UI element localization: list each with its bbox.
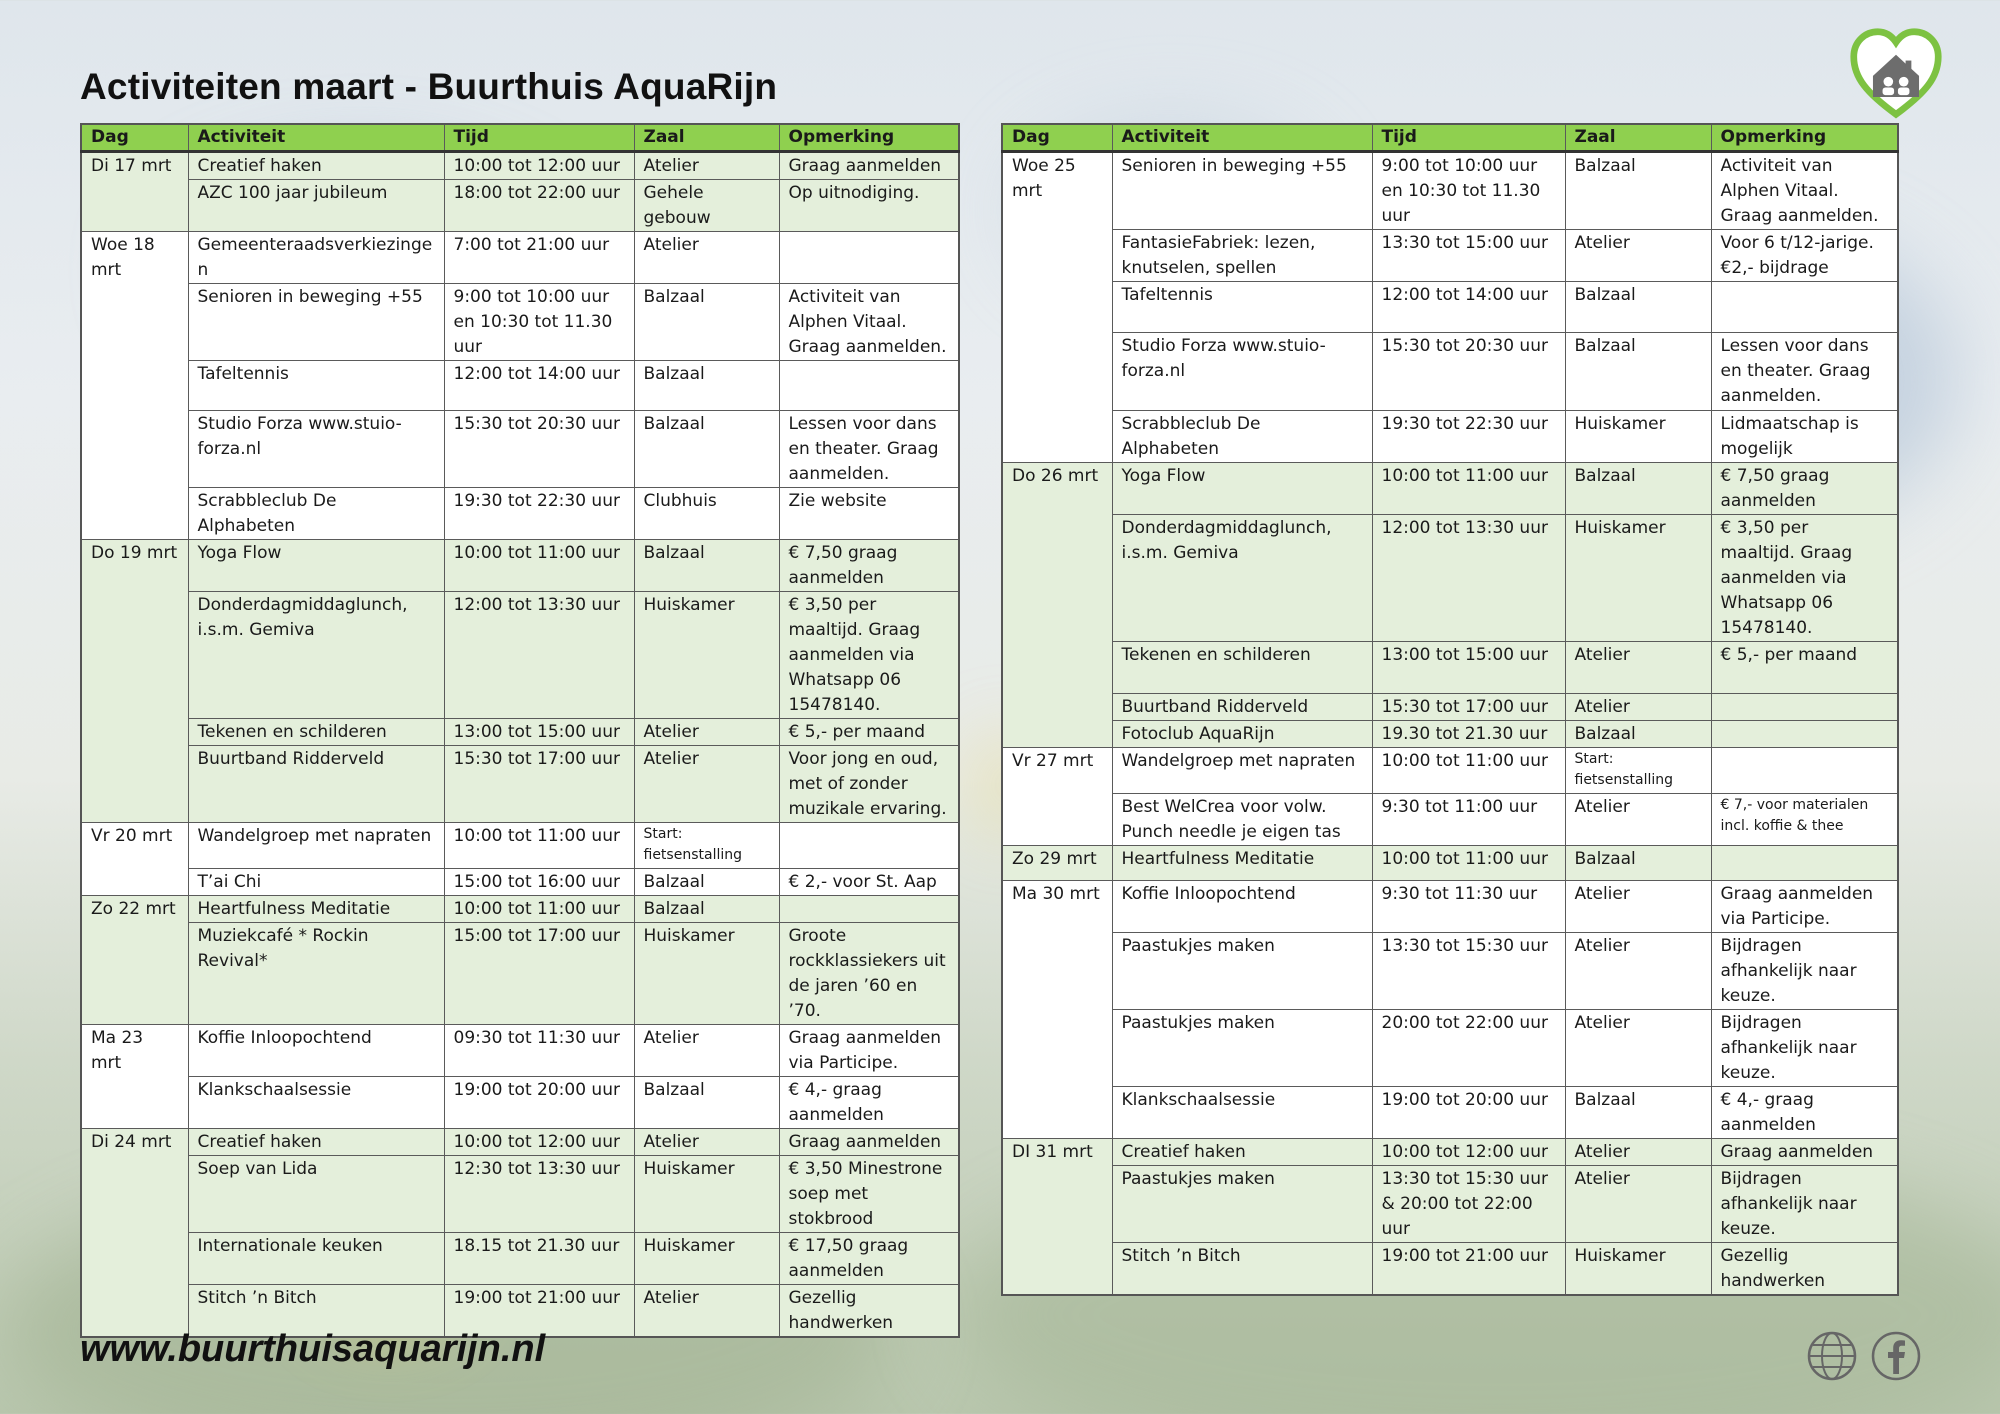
globe-icon[interactable] [1806, 1330, 1858, 1382]
room-cell: Balzaal [1565, 1087, 1711, 1139]
note-cell [1711, 282, 1898, 333]
room-cell: Balzaal [1565, 846, 1711, 881]
table-row [81, 923, 959, 1025]
note-cell: Activiteit van Alphen Vitaal. Graag aanmelden. [779, 284, 959, 361]
column-header-activity: Activiteit [188, 124, 444, 152]
activity-cell: Creatief haken [188, 152, 444, 180]
room-cell: Huiskamer [1565, 411, 1711, 463]
note-cell: Graag aanmelden [779, 152, 959, 180]
time-cell: 13:30 tot 15:30 uur & 20:00 tot 22:00 uur [1372, 1166, 1565, 1243]
day-cell: Ma 30 mrt [1002, 881, 1112, 1139]
day-cell: Zo 29 mrt [1002, 846, 1112, 881]
activity-cell: Heartfulness Meditatie [188, 896, 444, 923]
time-cell: 10:00 tot 12:00 uur [1372, 1139, 1565, 1166]
table-row [81, 284, 959, 361]
room-cell: Balzaal [1565, 333, 1711, 411]
table-row [81, 896, 959, 923]
time-cell: 19:30 tot 22:30 uur [1372, 411, 1565, 463]
note-cell: Gezellig handwerken [1711, 1243, 1898, 1296]
time-cell: 13:30 tot 15:30 uur [1372, 933, 1565, 1010]
time-cell: 10:00 tot 11:00 uur [444, 540, 634, 592]
time-cell: 15:00 tot 17:00 uur [444, 923, 634, 1025]
note-cell: € 7,50 graag aanmelden [779, 540, 959, 592]
time-cell: 12:00 tot 13:30 uur [444, 592, 634, 719]
room-cell: Balzaal [1565, 463, 1711, 515]
time-cell: 12:30 tot 13:30 uur [444, 1156, 634, 1233]
activity-cell: Muziekcafé * Rockin Revival* [188, 923, 444, 1025]
time-cell: 10:00 tot 12:00 uur [444, 1129, 634, 1156]
time-cell: 9:00 tot 10:00 uur en 10:30 tot 11.30 uur [1372, 152, 1565, 230]
day-cell: Woe 18 mrt [81, 232, 188, 540]
table-row [81, 823, 959, 869]
room-cell: Atelier [1565, 881, 1711, 933]
note-cell: € 5,- per maand [1711, 642, 1898, 694]
time-cell: 19:00 tot 21:00 uur [1372, 1243, 1565, 1296]
note-cell: € 5,- per maand [779, 719, 959, 746]
note-cell: € 4,- graag aanmelden [1711, 1087, 1898, 1139]
note-cell: Op uitnodiging. [779, 180, 959, 232]
column-header-time: Tijd [444, 124, 634, 152]
activity-cell: Fotoclub AquaRijn [1112, 721, 1372, 748]
time-cell: 19:00 tot 20:00 uur [444, 1077, 634, 1129]
column-header-activity: Activiteit [1112, 124, 1372, 152]
activity-cell: Wandelgroep met napraten [188, 823, 444, 869]
activity-cell: Senioren in beweging +55 [188, 284, 444, 361]
time-cell: 9:30 tot 11:00 uur [1372, 794, 1565, 846]
table-row [81, 719, 959, 746]
note-cell: Graag aanmelden [1711, 1139, 1898, 1166]
day-cell: Zo 22 mrt [81, 896, 188, 1025]
table-row [1002, 515, 1898, 642]
table-row [1002, 463, 1898, 515]
room-cell: Huiskamer [634, 1233, 779, 1285]
table-row [81, 488, 959, 540]
table-row [1002, 230, 1898, 282]
day-cell: Vr 20 mrt [81, 823, 188, 896]
activity-cell: Koffie Inloopochtend [188, 1025, 444, 1077]
time-cell: 18.15 tot 21.30 uur [444, 1233, 634, 1285]
note-cell: Lessen voor dans en theater. Graag aanmelden. [1711, 333, 1898, 411]
note-cell: Voor 6 t/12-jarige. €2,- bijdrage [1711, 230, 1898, 282]
room-cell: Atelier [1565, 933, 1711, 1010]
room-cell: Balzaal [1565, 721, 1711, 748]
day-cell: Vr 27 mrt [1002, 748, 1112, 846]
note-cell [779, 896, 959, 923]
room-cell: Atelier [634, 1285, 779, 1338]
room-cell: Balzaal [1565, 152, 1711, 230]
time-cell: 19.30 tot 21.30 uur [1372, 721, 1565, 748]
note-cell [779, 232, 959, 284]
room-cell: Huiskamer [634, 1156, 779, 1233]
room-cell: Huiskamer [1565, 515, 1711, 642]
table-row [81, 361, 959, 411]
room-cell: Atelier [634, 1025, 779, 1077]
room-cell: Atelier [1565, 642, 1711, 694]
time-cell: 15:30 tot 20:30 uur [1372, 333, 1565, 411]
table-row [1002, 794, 1898, 846]
time-cell: 9:00 tot 10:00 uur en 10:30 tot 11.30 uur [444, 284, 634, 361]
table-row [1002, 748, 1898, 794]
column-header-room: Zaal [634, 124, 779, 152]
note-cell: € 3,50 per maaltijd. Graag aanmelden via Whatsapp 06 15478140. [779, 592, 959, 719]
table-row [1002, 1139, 1898, 1166]
activity-cell: Scrabbleclub De Alphabeten [1112, 411, 1372, 463]
room-cell: Start: fietsenstalling [1565, 748, 1711, 794]
table-row [1002, 1010, 1898, 1087]
time-cell: 15:30 tot 20:30 uur [444, 411, 634, 488]
table-row [1002, 1087, 1898, 1139]
day-cell: Woe 25 mrt [1002, 152, 1112, 463]
activity-cell: Tekenen en schilderen [1112, 642, 1372, 694]
activity-cell: Best WelCrea voor volw. Punch needle je eigen tas [1112, 794, 1372, 846]
note-cell: Groote rockklassiekers uit de jaren ’60 en ’70. [779, 923, 959, 1025]
time-cell: 19:30 tot 22:30 uur [444, 488, 634, 540]
room-cell: Balzaal [1565, 282, 1711, 333]
time-cell: 10:00 tot 11:00 uur [1372, 846, 1565, 881]
room-cell: Atelier [634, 152, 779, 180]
column-header-note: Opmerking [1711, 124, 1898, 152]
activity-cell: Creatief haken [188, 1129, 444, 1156]
room-cell: Balzaal [634, 361, 779, 411]
table-row [1002, 282, 1898, 333]
room-cell: Gehele gebouw [634, 180, 779, 232]
room-cell: Atelier [634, 1129, 779, 1156]
note-cell: Lessen voor dans en theater. Graag aanmelden. [779, 411, 959, 488]
room-cell: Atelier [1565, 1010, 1711, 1087]
time-cell: 15:30 tot 17:00 uur [1372, 694, 1565, 721]
room-cell: Atelier [634, 746, 779, 823]
table-row [1002, 411, 1898, 463]
activity-cell: Wandelgroep met napraten [1112, 748, 1372, 794]
table-row [81, 869, 959, 896]
activity-cell: Stitch ’n Bitch [1112, 1243, 1372, 1296]
table-row [81, 152, 959, 180]
room-cell: Balzaal [634, 869, 779, 896]
room-cell: Balzaal [634, 540, 779, 592]
time-cell: 12:00 tot 13:30 uur [1372, 515, 1565, 642]
column-header-time: Tijd [1372, 124, 1565, 152]
note-cell: Voor jong en oud, met of zonder muzikale ervaring. [779, 746, 959, 823]
note-cell [1711, 694, 1898, 721]
table-row [81, 1129, 959, 1156]
page-title: Activiteiten maart - Buurthuis AquaRijn [80, 66, 778, 107]
activity-cell: Buurtband Ridderveld [1112, 694, 1372, 721]
room-cell: Atelier [1565, 230, 1711, 282]
activity-cell: Buurtband Ridderveld [188, 746, 444, 823]
room-cell: Clubhuis [634, 488, 779, 540]
note-cell [1711, 748, 1898, 794]
activity-cell: Paastukjes maken [1112, 1010, 1372, 1087]
room-cell: Atelier [1565, 1166, 1711, 1243]
activity-cell: Studio Forza www.stuio-forza.nl [188, 411, 444, 488]
note-cell: Bijdragen afhankelijk naar keuze. [1711, 1166, 1898, 1243]
note-cell: Gezellig handwerken [779, 1285, 959, 1338]
note-cell: Bijdragen afhankelijk naar keuze. [1711, 1010, 1898, 1087]
note-cell: € 7,50 graag aanmelden [1711, 463, 1898, 515]
activity-cell: Donderdagmiddaglunch, i.s.m. Gemiva [1112, 515, 1372, 642]
time-cell: 10:00 tot 12:00 uur [444, 152, 634, 180]
activity-cell: Klankschaalsessie [188, 1077, 444, 1129]
activity-cell: Koffie Inloopochtend [1112, 881, 1372, 933]
room-cell: Huiskamer [634, 923, 779, 1025]
column-header-room: Zaal [1565, 124, 1711, 152]
table-row [1002, 642, 1898, 694]
room-cell: Balzaal [634, 896, 779, 923]
time-cell: 19:00 tot 21:00 uur [444, 1285, 634, 1338]
note-cell: € 3,50 per maaltijd. Graag aanmelden via Whatsapp 06 15478140. [1711, 515, 1898, 642]
time-cell: 15:00 tot 16:00 uur [444, 869, 634, 896]
day-cell: Do 26 mrt [1002, 463, 1112, 748]
time-cell: 18:00 tot 22:00 uur [444, 180, 634, 232]
room-cell: Start: fietsenstalling [634, 823, 779, 869]
time-cell: 7:00 tot 21:00 uur [444, 232, 634, 284]
activity-cell: Klankschaalsessie [1112, 1087, 1372, 1139]
note-cell: Activiteit van Alphen Vitaal. Graag aanmelden. [1711, 152, 1898, 230]
activity-cell: Tafeltennis [1112, 282, 1372, 333]
note-cell: € 4,- graag aanmelden [779, 1077, 959, 1129]
activity-cell: Creatief haken [1112, 1139, 1372, 1166]
room-cell: Atelier [1565, 1139, 1711, 1166]
time-cell: 09:30 tot 11:30 uur [444, 1025, 634, 1077]
time-cell: 15:30 tot 17:00 uur [444, 746, 634, 823]
time-cell: 10:00 tot 11:00 uur [1372, 748, 1565, 794]
note-cell: Zie website [779, 488, 959, 540]
day-cell: Di 17 mrt [81, 152, 188, 232]
activity-cell: Gemeenteraadsverkiezingen [188, 232, 444, 284]
column-header-day: Dag [1002, 124, 1112, 152]
activity-cell: Yoga Flow [188, 540, 444, 592]
room-cell: Atelier [634, 232, 779, 284]
activity-cell: Internationale keuken [188, 1233, 444, 1285]
day-cell: Ma 23 mrt [81, 1025, 188, 1129]
day-cell: Do 19 mrt [81, 540, 188, 823]
activity-cell: Paastukjes maken [1112, 933, 1372, 1010]
table-row [1002, 881, 1898, 933]
note-cell: Graag aanmelden via Participe. [1711, 881, 1898, 933]
table-row [1002, 1243, 1898, 1296]
room-cell: Atelier [634, 719, 779, 746]
table-row [81, 1025, 959, 1077]
time-cell: 13:30 tot 15:00 uur [1372, 230, 1565, 282]
activity-cell: Stitch ’n Bitch [188, 1285, 444, 1338]
activity-cell: Paastukjes maken [1112, 1166, 1372, 1243]
time-cell: 13:00 tot 15:00 uur [1372, 642, 1565, 694]
facebook-icon[interactable] [1870, 1330, 1922, 1382]
table-row [1002, 933, 1898, 1010]
time-cell: 13:00 tot 15:00 uur [444, 719, 634, 746]
note-cell [779, 361, 959, 411]
time-cell: 20:00 tot 22:00 uur [1372, 1010, 1565, 1087]
room-cell: Huiskamer [634, 592, 779, 719]
heart-house-logo-icon [1848, 26, 1944, 122]
room-cell: Huiskamer [1565, 1243, 1711, 1296]
note-cell: € 3,50 Minestrone soep met stokbrood [779, 1156, 959, 1233]
note-cell: € 17,50 graag aanmelden [779, 1233, 959, 1285]
table-row [81, 1077, 959, 1129]
note-cell: Graag aanmelden [779, 1129, 959, 1156]
table-row [1002, 721, 1898, 748]
time-cell: 10:00 tot 11:00 uur [1372, 463, 1565, 515]
table-row [81, 411, 959, 488]
schedule-table-left [80, 123, 960, 1338]
activity-cell: Donderdagmiddaglunch, i.s.m. Gemiva [188, 592, 444, 719]
time-cell: 10:00 tot 11:00 uur [444, 896, 634, 923]
table-row [81, 592, 959, 719]
note-cell [779, 823, 959, 869]
time-cell: 12:00 tot 14:00 uur [444, 361, 634, 411]
table-row [1002, 333, 1898, 411]
time-cell: 10:00 tot 11:00 uur [444, 823, 634, 869]
time-cell: 9:30 tot 11:30 uur [1372, 881, 1565, 933]
schedule-table-right [1001, 123, 1899, 1296]
activity-cell: Studio Forza www.stuio-forza.nl [1112, 333, 1372, 411]
room-cell: Balzaal [634, 411, 779, 488]
note-cell: Lidmaatschap is mogelijk [1711, 411, 1898, 463]
time-cell: 19:00 tot 20:00 uur [1372, 1087, 1565, 1139]
table-row [1002, 694, 1898, 721]
note-cell: € 2,- voor St. Aap [779, 869, 959, 896]
day-cell: DI 31 mrt [1002, 1139, 1112, 1296]
note-cell: Bijdragen afhankelijk naar keuze. [1711, 933, 1898, 1010]
activity-cell: Soep van Lida [188, 1156, 444, 1233]
activity-cell: Scrabbleclub De Alphabeten [188, 488, 444, 540]
activity-cell: Yoga Flow [1112, 463, 1372, 515]
activity-cell: Tekenen en schilderen [188, 719, 444, 746]
note-cell: Graag aanmelden via Participe. [779, 1025, 959, 1077]
table-row [81, 1233, 959, 1285]
room-cell: Atelier [1565, 694, 1711, 721]
activity-cell: FantasieFabriek: lezen, knutselen, spellen [1112, 230, 1372, 282]
activity-cell: Heartfulness Meditatie [1112, 846, 1372, 881]
room-cell: Balzaal [634, 1077, 779, 1129]
activity-cell: T’ai Chi [188, 869, 444, 896]
column-header-day: Dag [81, 124, 188, 152]
column-header-note: Opmerking [779, 124, 959, 152]
table-row [81, 746, 959, 823]
activity-cell: Tafeltennis [188, 361, 444, 411]
room-cell: Atelier [1565, 794, 1711, 846]
table-row [81, 1156, 959, 1233]
table-row [1002, 1166, 1898, 1243]
table-row [1002, 846, 1898, 881]
table-row [81, 540, 959, 592]
activity-cell: AZC 100 jaar jubileum [188, 180, 444, 232]
note-cell [1711, 846, 1898, 881]
table-row [1002, 152, 1898, 230]
table-row [81, 232, 959, 284]
activity-cell: Senioren in beweging +55 [1112, 152, 1372, 230]
day-cell: Di 24 mrt [81, 1129, 188, 1338]
website-link[interactable]: www.buurthuisaquarijn.nl [80, 1328, 546, 1370]
room-cell: Balzaal [634, 284, 779, 361]
note-cell: € 7,- voor materialen incl. koffie & thee [1711, 794, 1898, 846]
note-cell [1711, 721, 1898, 748]
table-row [81, 180, 959, 232]
time-cell: 12:00 tot 14:00 uur [1372, 282, 1565, 333]
